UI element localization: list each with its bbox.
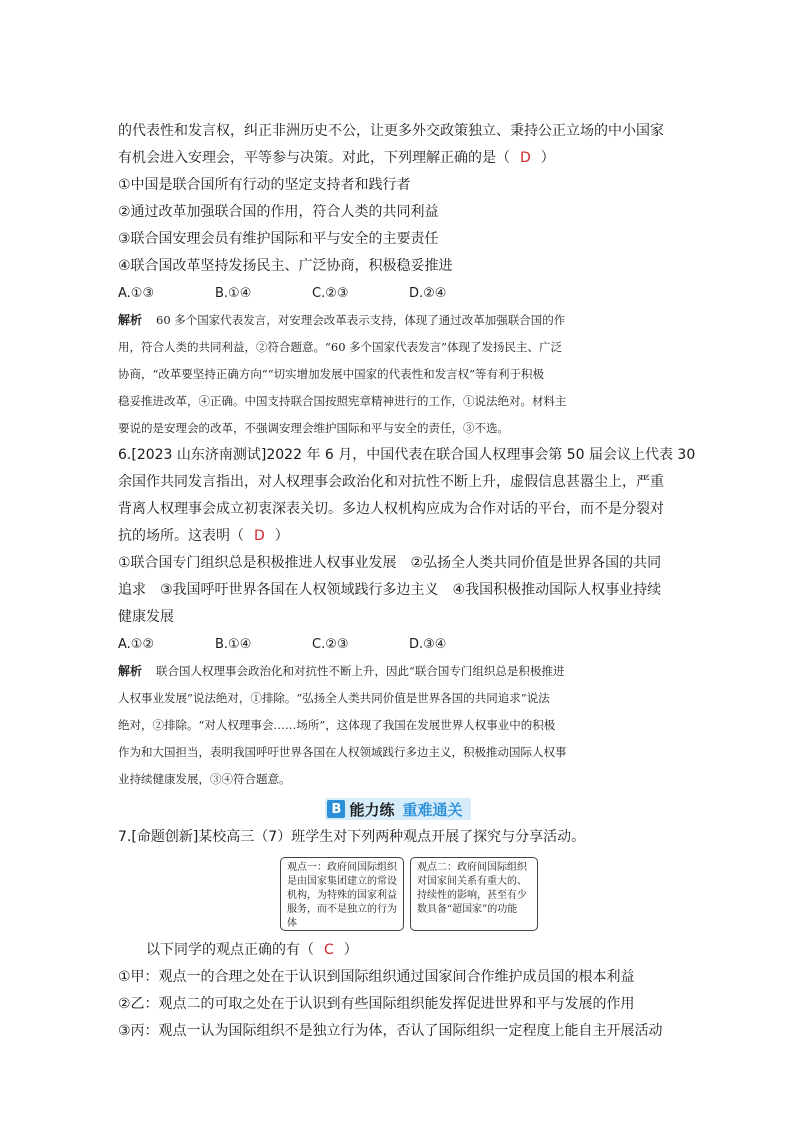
q6-items-line-1: ①联合国专门组织总是积极推进人权事业发展 ②弘扬全人类共同价值是世界各国的共同	[118, 555, 662, 571]
q5-item-2: ②通过改革加强联合国的作用，符合人类的共同利益	[118, 204, 439, 220]
q6-stem-line-2: 余国作共同发言指出，对人权理事会政治化和对抗性不断上升，虚假信息甚嚣尘上，严重	[118, 474, 664, 490]
q7-item-2: ②乙：观点二的可取之处在于认识到有些国际组织能发挥促进世界和平与发展的作用	[118, 996, 635, 1012]
q6-answer: D	[254, 528, 265, 544]
q6-stem-line-3: 背离人权理事会成立初衷深表关切。多边人权机构应成为合作对话的平台，而不是分裂对	[118, 501, 664, 517]
q5-option-a: A.①③	[118, 286, 155, 301]
q6-stem-text: 抗的场所。这表明（	[118, 528, 244, 544]
q5-answer: D	[520, 150, 531, 166]
q6-stem-line-1: 6.[2023 山东济南测试]2022 年 6 月，中国代表在联合国人权理事会第 50 届会议上代表 30	[118, 447, 696, 463]
q5-explanation-line-1	[118, 307, 678, 334]
q7-viewpoint-boxes	[140, 857, 678, 931]
q6-items-line-2: 追求 ③我国呼吁世界各国在人权领域践行多边主义 ④我国积极推动国际人权事业持续	[118, 582, 662, 598]
q6-option-b: B.①④	[215, 637, 252, 652]
q6-option-d: D.③④	[409, 637, 447, 652]
q5-stem-text: 有机会进入安理会，平等参与决策。对此，下列理解正确的是（	[118, 150, 510, 166]
q6-explanation-tag: 解析	[118, 664, 143, 678]
q5-stem-line-2	[118, 145, 678, 172]
q5-option-d: D.②④	[409, 286, 447, 301]
q6-explanation-text: 联合国人权理事会政治化和对抗性不断上升，因此“联合国专门组织总是积极推进	[156, 664, 565, 678]
q5-option-b: B.①④	[215, 286, 252, 301]
section-title: 能力练	[349, 800, 395, 819]
q7-item-1: ①甲：观点一的合理之处在于认识到国际组织通过国家间合作维护成员国的根本利益	[118, 969, 635, 985]
q6-explanation-line-3: 绝对，②排除。“对人权理事会……场所”，这体现了我国在发展世界人权事业中的积极	[118, 718, 556, 732]
q6-explanation-line-1	[118, 658, 678, 685]
viewpoint-one-box: 观点一：政府间国际组织是由国家集团建立的常设机构，为特殊的国家利益服务，而不是独立的行为体	[280, 857, 404, 931]
q5-stem-line-1: 的代表性和发言权，纠正非洲历史不公，让更多外交政策独立、秉持公正立场的中小国家	[118, 123, 664, 139]
q6-explanation-line-5: 业持续健康发展，③④符合题意。	[118, 772, 291, 786]
q5-explanation-line-2: 用，符合人类的共同利益，②符合题意。“60 多个国家代表发言”体现了发扬民主、广泛	[118, 340, 563, 354]
q5-item-4: ④联合国改革坚持发扬民主、广泛协商，积极稳妥推进	[118, 258, 453, 274]
q5-item-3: ③联合国安理会员有维护国际和平与安全的主要责任	[118, 231, 439, 247]
q7-item-3: ③丙：观点一认为国际组织不是独立行为体，否认了国际组织一定程度上能自主开展活动	[118, 1023, 663, 1039]
section-letter-badge: B	[327, 800, 345, 818]
q7-ask-close: ）	[343, 942, 358, 958]
viewpoint-two-box: 观点二：政府间国际组织对国家间关系有重大的、持续性的影响，甚至有少数具备“超国家”的功能	[410, 857, 538, 931]
q7-ask	[118, 937, 678, 964]
q5-explanation-tag: 解析	[118, 313, 143, 327]
section-subtitle: 重难通关	[402, 800, 463, 819]
q6-stem-line-4	[118, 523, 678, 550]
section-header-box	[325, 798, 470, 820]
q5-item-1: ①中国是联合国所有行动的坚定支持者和践行者	[118, 177, 411, 193]
q5-explanation-line-4: 稳妥推进改革，④正确。中国支持联合国按照宪章精神进行的工作，①说法绝对。材料主	[118, 394, 567, 408]
q5-options	[118, 280, 678, 307]
q6-explanation-line-2: 人权事业发展”说法绝对，①排除。“弘扬全人类共同价值是世界各国的共同追求”说法	[118, 691, 550, 705]
q7-ask-text: 以下同学的观点正确的有（	[146, 942, 314, 958]
q6-explanation-line-4: 作为和大国担当，表明我国呼吁世界各国在人权领域践行多边主义，积极推动国际人权事	[118, 745, 567, 759]
q7-answer: C	[324, 942, 334, 958]
q6-options	[118, 631, 678, 658]
q5-option-c: C.②③	[312, 286, 349, 301]
q6-option-c: C.②③	[312, 637, 349, 652]
q5-explanation-text: 60 多个国家代表发言，对安理会改革表示支持，体现了通过改革加强联合国的作	[156, 313, 566, 327]
section-header	[118, 797, 678, 821]
q6-option-a: A.①②	[118, 637, 155, 652]
q5-explanation-line-5: 要说的是安理会的改革，不强调安理会维护国际和平与安全的责任，③不选。	[118, 421, 509, 435]
q6-stem-close: ）	[274, 528, 289, 544]
q7-stem: 7.[命题创新]某校高三（7）班学生对下列两种观点开展了探究与分享活动。	[118, 829, 586, 845]
document-page	[118, 118, 696, 1045]
q5-explanation-line-3: 协商，“改革要坚持正确方向”“切实增加发展中国家的代表性和发言权”等有利于积极	[118, 367, 545, 381]
q6-items-line-3: 健康发展	[118, 609, 174, 625]
q5-stem-close: ）	[540, 150, 555, 166]
